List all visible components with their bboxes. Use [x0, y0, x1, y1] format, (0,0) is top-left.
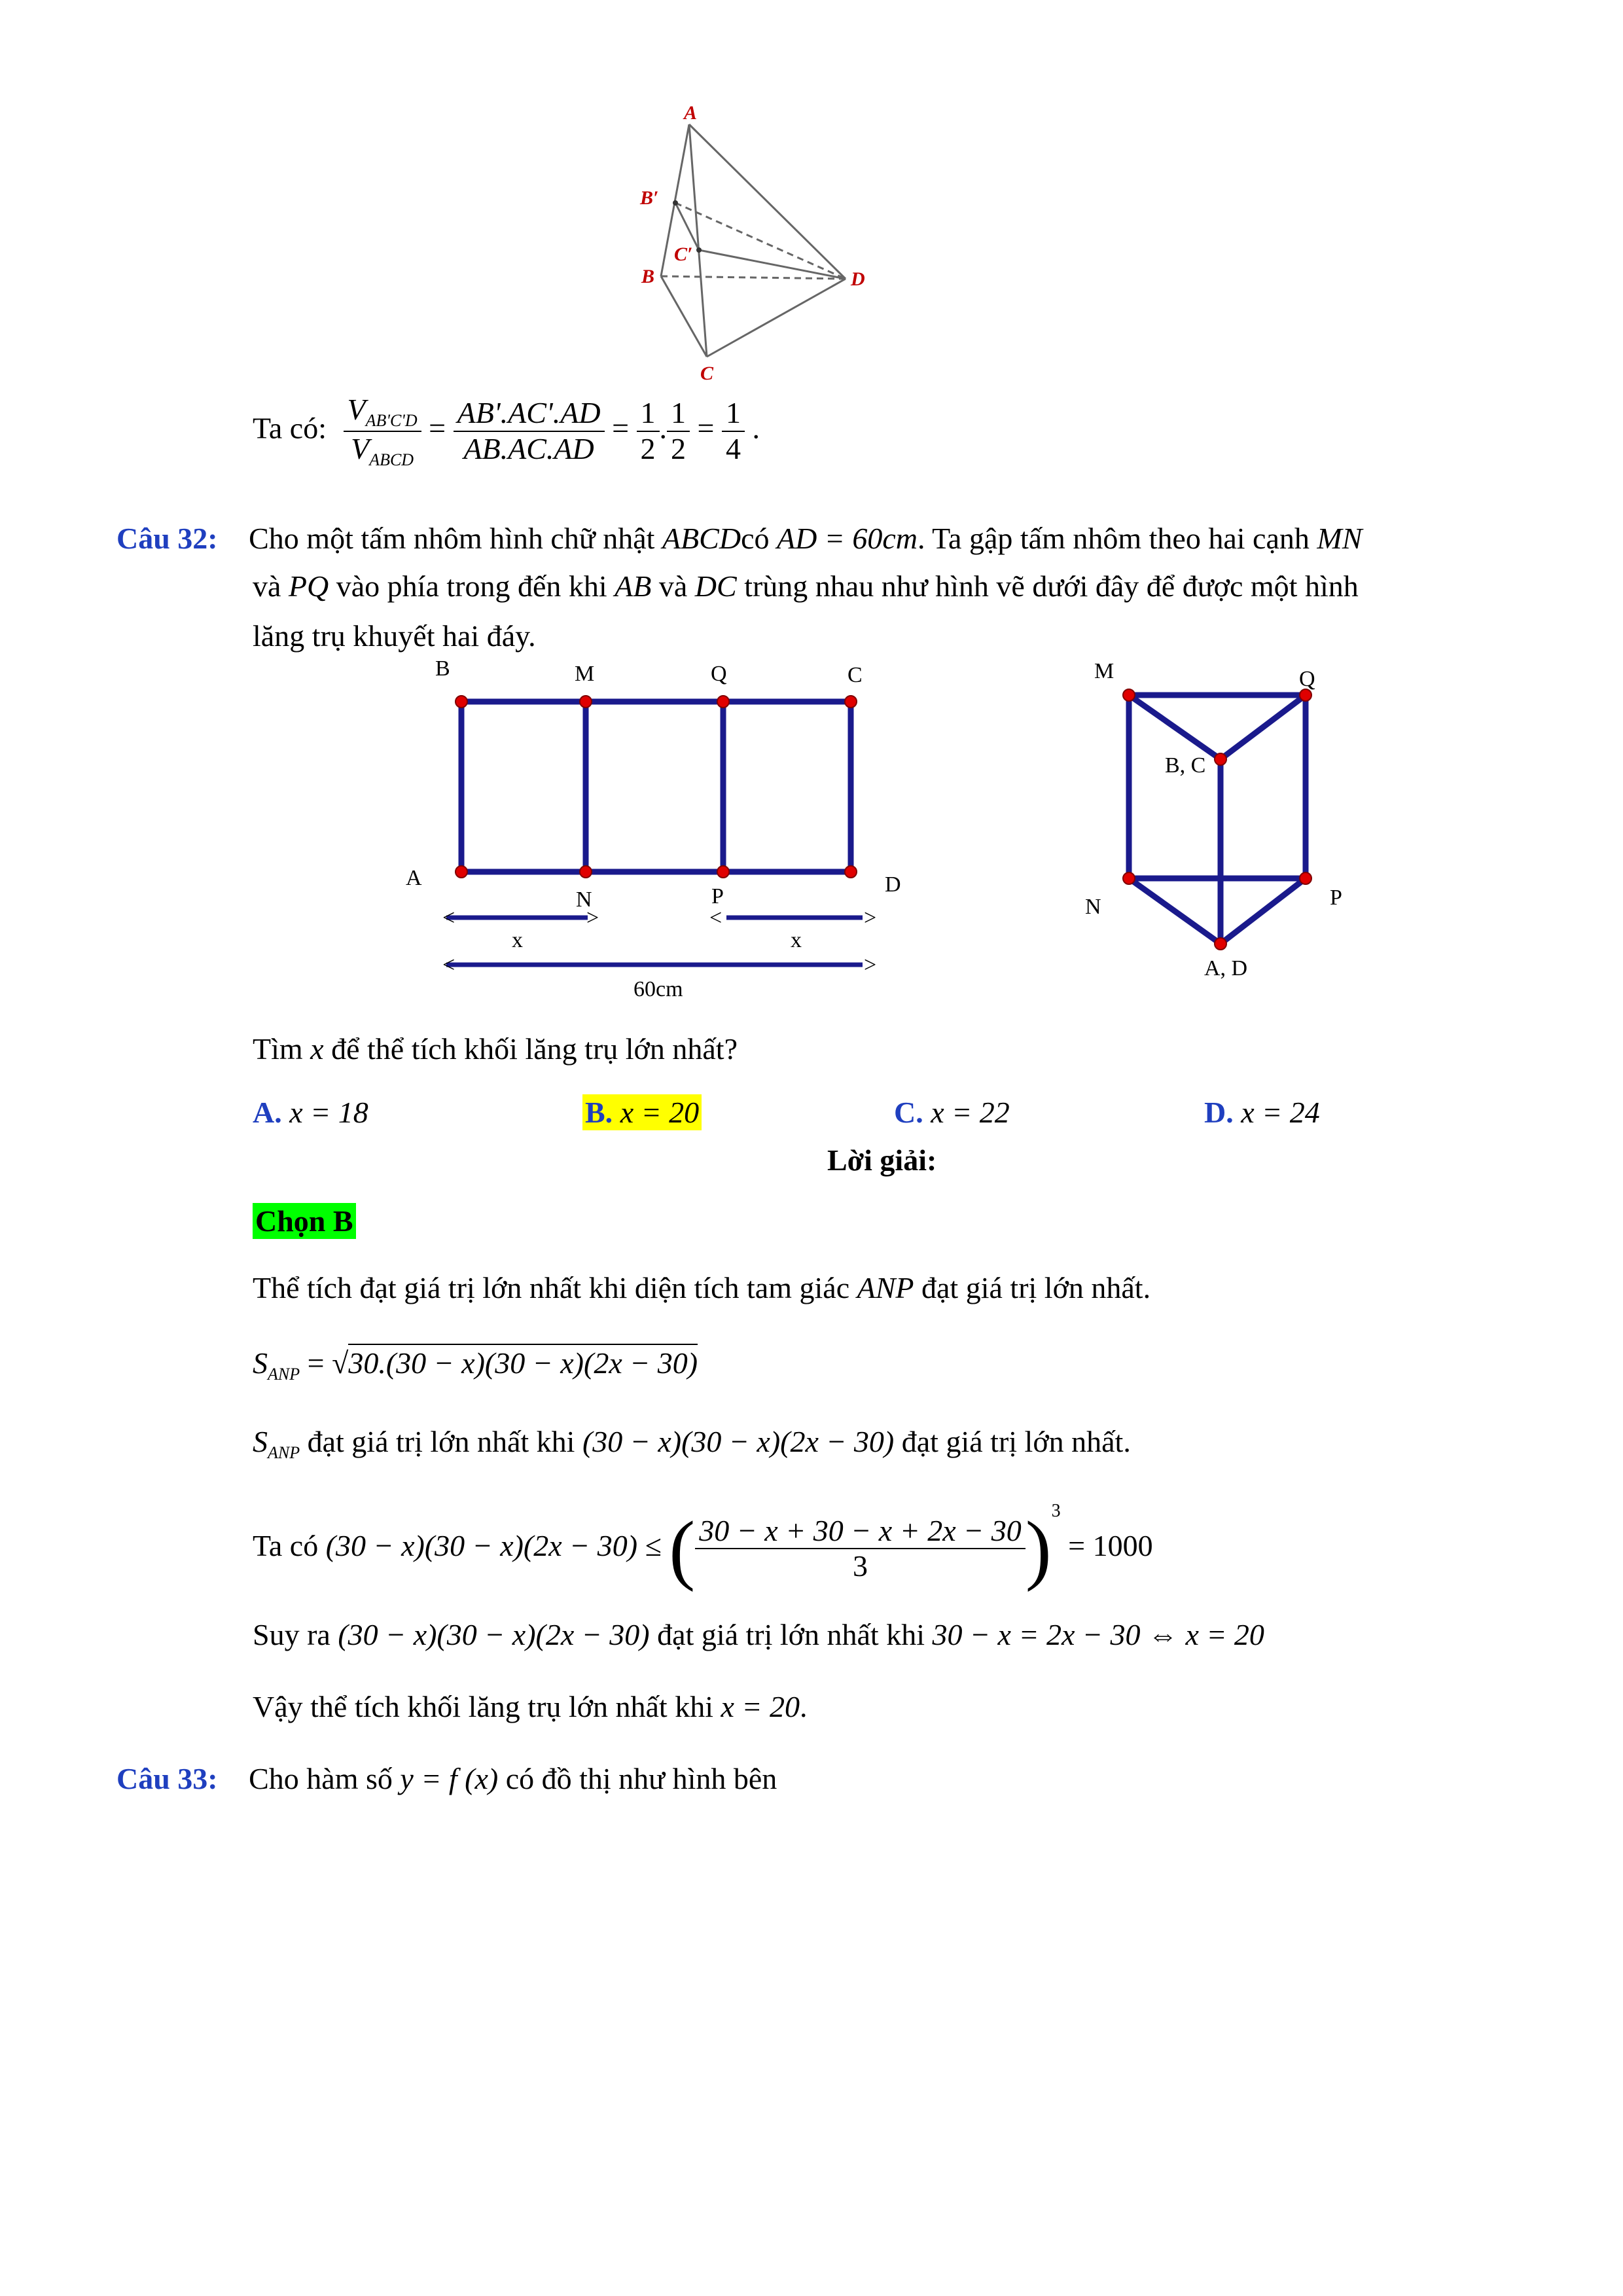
- label-C: C: [847, 663, 863, 687]
- option-a[interactable]: A. x = 18: [253, 1096, 368, 1129]
- q33-line: Câu 33: Cho hàm số y = f (x) có đồ thị như hình bên: [116, 1762, 777, 1795]
- tetrahedron-figure: [589, 105, 890, 386]
- option-b[interactable]: B. x = 20: [582, 1094, 702, 1130]
- prism-figure: [1073, 655, 1387, 995]
- label-M: M: [1094, 659, 1115, 683]
- label-B: B: [641, 266, 655, 287]
- question-prompt: Tìm x để thể tích khối lăng trụ lớn nhất?: [253, 1032, 738, 1066]
- label-Cprime: C′: [674, 243, 693, 265]
- svg-text:>: >: [864, 906, 877, 930]
- edge-AD: [689, 124, 846, 279]
- label-D: D: [885, 872, 901, 897]
- solution-line-3: $S_{ANP}$ đạt giá trị lớn nhất khi (30 − x)(30 − x)(2x − 30) đạt giá trị lớn nhất.: [253, 1425, 1131, 1462]
- solution-line-2: $S_{ANP} = √30.(30 - x)(30 - x)(2x - 30)$: [253, 1345, 698, 1384]
- label-M: M: [575, 662, 595, 686]
- volume-ratio: $\frac{V_{AB'C'D}}{V_{ABCD}}$: [344, 393, 421, 470]
- q32-label: Câu 32:: [116, 522, 218, 555]
- svg-text:<: <: [442, 906, 455, 930]
- q32-line1: Câu 32: Cho một tấm nhôm hình chữ nhật ABCDcó AD = 60cm. Ta gập tấm nhôm theo hai cạnh MN: [116, 522, 1363, 555]
- solution-line-6: Vậy thể tích khối lăng trụ lớn nhất khi x = 20.: [253, 1690, 808, 1723]
- label-x-left: x: [512, 928, 523, 952]
- flat-sheet-figure: [393, 655, 916, 1021]
- edge-BC: [661, 276, 707, 357]
- label-P: P: [711, 884, 724, 908]
- label-A: A: [406, 866, 422, 890]
- label-Q: Q: [1299, 667, 1315, 691]
- option-c[interactable]: C. x = 22: [894, 1096, 1010, 1129]
- label-BC: B, C: [1165, 753, 1206, 778]
- q33-label: Câu 33:: [116, 1762, 218, 1795]
- solution-line-5: Suy ra (30 − x)(30 − x)(2x − 30) đạt giá trị lớn nhất khi 30 − x = 2x − 30 ⇔ x = 20: [253, 1618, 1264, 1651]
- label-C: C: [700, 363, 714, 384]
- svg-text:<: <: [442, 953, 455, 977]
- label-N: N: [576, 888, 592, 912]
- label-B: B: [435, 656, 450, 681]
- label-x-right: x: [791, 928, 802, 952]
- edge-CD: [707, 279, 846, 357]
- label-P: P: [1330, 886, 1342, 910]
- label-Q: Q: [711, 662, 727, 686]
- q32-line3: lăng trụ khuyết hai đáy.: [253, 619, 536, 653]
- edge-AC: [689, 124, 707, 357]
- solution-heading: Lời giải:: [827, 1143, 937, 1177]
- chosen-answer: Chọn B: [253, 1203, 356, 1239]
- length-ratio: $\frac{AB'.AC'.AD}{AB.AC.AD}$: [454, 396, 605, 467]
- label-60cm: 60cm: [633, 977, 683, 1001]
- svg-text:>: >: [586, 906, 599, 930]
- edge-BD-hidden: [661, 276, 846, 279]
- ratio-formula: Ta có: $\frac{V_{AB'C'D}}{V_{ABCD}}$ = $\frac{AB'.AC'.AD}{AB.AC.AD}$ = $\frac{1}{2}$ . $\frac{1}{2}$ = $\frac{1}{4}$ .: [253, 393, 760, 469]
- solution-line-4: Ta có (30 − x)(30 − x)(2x − 30) ≤ ( $\frac{30 - x + 30 - x + 2x - 30}{3}$ )$^3$ = 1000: [253, 1501, 1153, 1592]
- sqrt-expression: 30.(30 − x)(30 − x)(2x − 30): [348, 1344, 698, 1380]
- edge-CpD: [699, 250, 846, 279]
- svg-text:>: >: [864, 953, 877, 977]
- label-N: N: [1085, 895, 1101, 919]
- solution-line-1: Thể tích đạt giá trị lớn nhất khi diện tích tam giác ANP đạt giá trị lớn nhất.: [253, 1271, 1151, 1304]
- label-AD: A, D: [1204, 956, 1248, 980]
- label-A: A: [684, 105, 698, 124]
- q32-line2: và PQ vào phía trong đến khi AB và DC trùng nhau như hình vẽ dưới đây để được một hình: [253, 569, 1359, 603]
- label-Bprime: B′: [640, 187, 659, 209]
- label-D: D: [851, 268, 865, 290]
- svg-text:<: <: [709, 906, 722, 930]
- option-d[interactable]: D. x = 24: [1204, 1096, 1320, 1129]
